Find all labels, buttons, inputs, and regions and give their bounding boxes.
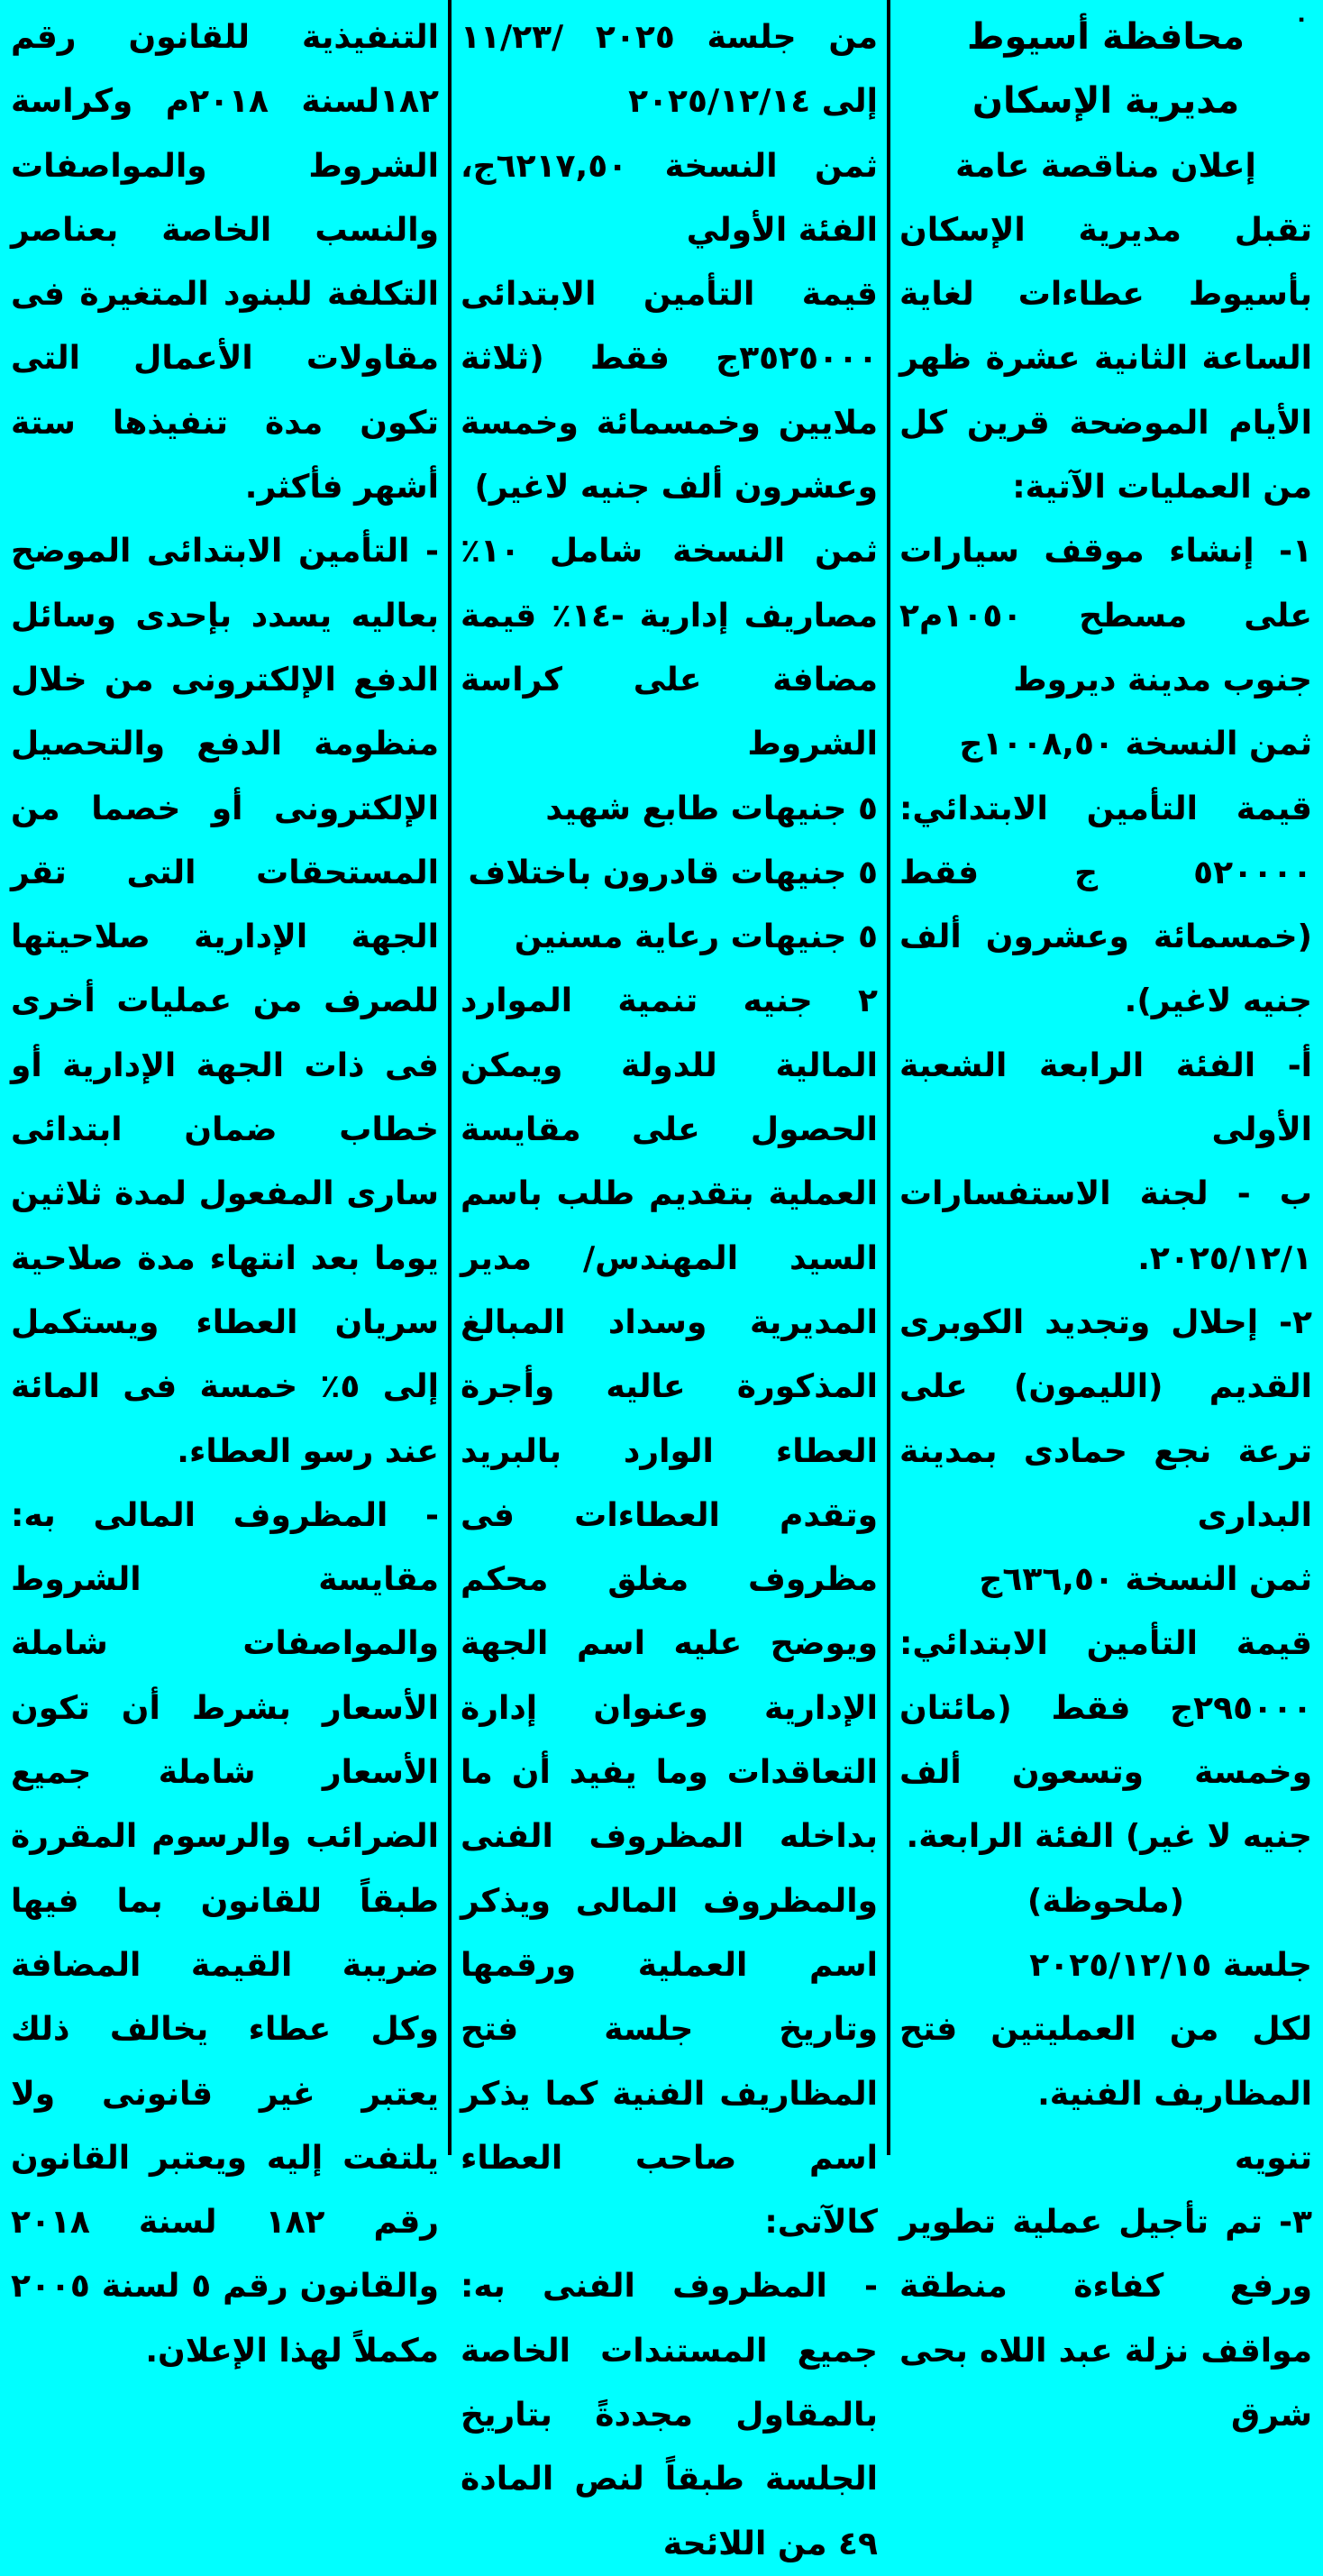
operation-2-price: ثمن النسخة ٦٣٦,٥٠ج (979, 1561, 1312, 1599)
session-range: من جلسة ٢٠٢٥ /١١/٢٣ إلى ٢٠٢٥/١٢/١٤ (461, 19, 878, 121)
insurance-payment: - التأمين الابتدائى الموضح بعاليه يسدد بإحدى وسائل الدفع الإلكترونى من خلال منظومة الدفع والتحصيل الإلكترونى أو خصما من المستحقات التى تقر الجهة الإدارية صلاحيتها للصرف من عمليات أخرى فى ذات الجهة الإدارية أو خطاب ضمان ابتدائى سارى المفعول لمدة ثلاثين يوما بعد انتهاء مدة صلاحية سريان العطاء ويستكمل إلى ٥٪ خمسة فى المائة عند رسو العطاء. (11, 533, 439, 1470)
corner-mark: ٠ (1294, 5, 1309, 32)
stamp-fee-1: ٥ جنيهات طابع شهيد (545, 790, 878, 827)
intro-paragraph: تقبل مديرية الإسكان بأسيوط عطاءات لغاية الساعة الثانية عشرة ظهر الأيام الموضحة قرين كل من العمليات الآتية: (899, 211, 1312, 507)
note-label: (ملحوظة) (1026, 1882, 1185, 1920)
column-left (0, 0, 450, 2370)
operation-1-price: ثمن النسخة ١٠٠٨,٥٠ج (959, 726, 1312, 763)
price-includes: ثمن النسخة شامل ١٠٪ مصاريف إدارية -١٤٪ قيمة مضافة على كراسة الشروط (461, 533, 878, 763)
session-text: لكل من العمليتين فتح المظاريف الفنية. (899, 2011, 1312, 2113)
submission-instructions: ٢ جنيه تنمية الموارد المالية للدولة ويمكن الحصول على مقايسة العملية بتقديم طلب باسم السيد المهندس/ مدير المديرية وسداد المبالغ المذكورة عاليه وأجرة العطاء الوارد بالبريد وتقدم العطاءات فى مظروف مغلق محكم ويوضح عليه اسم الجهة الإدارية وعنوان إدارة التعاقدات وما يفيد أن ما بداخله المظروف الفنى والمظروف المالى ويذكر اسم العملية ورقمها وتاريخ جلسة فتح المظاريف الفنية كما يذكر اسم صاحب العطاء كالآتى: (461, 982, 878, 2242)
operation-1-insurance: قيمة التأمين الابتدائي: ٥٢٠٠٠٠ ج فقط (خمسمائة وعشرون ألف جنيه لاغير). (899, 790, 1312, 1020)
notice-title: تنويه (1234, 2139, 1312, 2177)
initial-insurance: قيمة التأمين الابتدائى ٣٥٢٥٠٠٠ج فقط (ثلاثة ملايين وخمسمائة وخمسة وعشرون ألف جنيه لاغير) (461, 276, 878, 507)
session-date: جلسة ٢٠٢٥/١٢/١٥ (1029, 1946, 1312, 1984)
column-right (889, 0, 1323, 2434)
stamp-fee-3: ٥ جنيهات رعاية مسنين (514, 918, 878, 956)
operation-3-text: ٣- تم تأجيل عملية تطوير ورفع كفاءة منطقة مواقف نزلة عبد اللاه بحى شرق (899, 2204, 1312, 2434)
column-middle (450, 0, 889, 2562)
operation-2-title: ٢- إحلال وتجديد الكوبرى القديم (الليمون) على ترعة نجع حمادى بمدينة البدارى (899, 1303, 1312, 1534)
financial-envelope: - المظروف المالى به: مقايسة الشروط والمواصفات شاملة الأسعار بشرط أن تكون الأسعار شاملة جميع الضرائب والرسوم المقررة طبقاً للقانون بما فيها ضريبة القيمة المضافة وكل عطاء يخالف ذلك يعتبر غير قانونى ولا يلتفت إليه ويعتبر القانون رقم ١٨٢ لسنة ٢٠١٨ والقانون رقم ٥ لسنة ٢٠٠٥ مكملاً لهذا الإعلان. (11, 1496, 440, 2370)
header-directorate: مديرية الإسكان (972, 80, 1240, 123)
technical-envelope: - المظروف الفنى به: جميع المستندات الخاصة بالمقاول مجددةً بتاريخ الجلسة طبقاً لنص المادة ٤٩ من اللائحة (461, 2268, 878, 2562)
operation-2-insurance: قيمة التأمين الابتدائي: ٢٩٥٠٠٠ج فقط (مائتان وخمسة وتسعون ألف جنيه لا غير) الفئة الرابعة. (899, 1625, 1312, 1856)
announcement-title: إعلان مناقصة عامة (955, 147, 1256, 185)
operation-1-title: ١- إنشاء موقف سيارات على مسطح ١٠٥٠م٢ جنوب مدينة ديروط (899, 533, 1312, 699)
stamp-fee-2: ٥ جنيهات قادرون باختلاف (468, 854, 878, 891)
law-continuation: التنفيذية للقانون رقم ١٨٢لسنة ٢٠١٨م وكراسة الشروط والمواصفات والنسب الخاصة بعناصر التكلفة للبنود المتغيرة فى مقاولات الأعمال التى تكون مدة تنفيذها ستة أشهر فأكثر. (11, 19, 439, 507)
header-governorate: محافظة أسيوط (967, 16, 1245, 58)
operation-1-category: أ- الفئة الرابعة الشعبة الأولى (899, 1046, 1312, 1149)
operation-1-inquiries: ب - لجنة الاستفسارات ٢٠٢٥/١٢/١. (899, 1175, 1312, 1277)
copy-price: ثمن النسخة ٦٢١٧,٥٠ج، الفئة الأولي (461, 147, 878, 249)
